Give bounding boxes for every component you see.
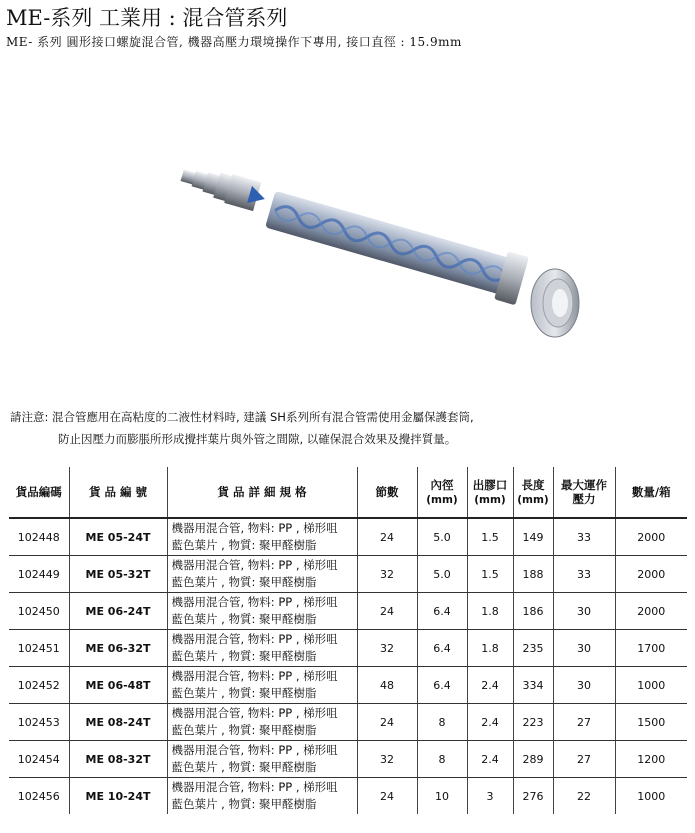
cell-segments: 24 [357,778,417,815]
cell-qty: 1500 [615,704,687,741]
cell-length: 188 [513,556,553,593]
cell-desc: 機器用混合管, 物料: PP , 梯形咀 藍色葉片 , 物質: 聚甲醛樹脂 [167,741,357,778]
cell-code: 102452 [9,667,69,704]
cell-pressure: 27 [553,741,615,778]
header-outlet: 出膠口 (mm) [467,467,513,518]
cell-code: 102456 [17,789,60,803]
cell-inner-dia: 6.4 [417,667,467,704]
page-title: ME-系列 工業用 : 混合管系列 [6,6,288,30]
cell-desc: 機器用混合管, 物料: PP , 梯形咀 藍色葉片 , 物質: 聚甲醛樹脂 [167,593,357,630]
note-line-1: 請注意: 混合管應用在高粘度的二液性材料時, 建議 SH系列所有混合管需使用金屬保護套筒, [10,410,474,424]
cell-segments: 24 [357,518,417,556]
header-code: 貨品編碼 [9,467,69,518]
table-row [9,593,687,630]
header-max-pressure: 最大運作 壓力 [553,467,615,518]
cell-pressure: 22 [553,778,615,815]
cell-segments: 24 [357,593,417,630]
cell-model: ME 06-32T [69,630,167,667]
cell-desc: 機器用混合管, 物料: PP , 梯形咀 藍色葉片 , 物質: 聚甲醛樹脂 [167,667,357,704]
table-row [9,556,687,593]
cell-desc: 機器用混合管, 物料: PP , 梯形咀 藍色葉片 , 物質: 聚甲醛樹脂 [167,518,357,556]
header-qty: 數量/箱 [615,467,687,518]
cell-inner-dia: 6.4 [417,630,467,667]
cell-desc: 機器用混合管, 物料: PP , 梯形咀 藍色葉片 , 物質: 聚甲醛樹脂 [167,556,357,593]
cell-outlet: 2.4 [467,667,513,704]
cell-length: 186 [513,593,553,630]
cell-model: ME 06-48T [69,667,167,704]
cell-inner-dia: 10 [417,778,467,815]
cell-code: 102454 [9,741,69,778]
cell-length: 223 [513,704,553,741]
header-model: 貨 品 編 號 [69,467,167,518]
cell-outlet: 1.5 [467,556,513,593]
cell-qty: 1000 [615,667,687,704]
cell-segments: 24 [357,704,417,741]
cell-model: ME 06-24T [69,593,167,630]
cell-length: 289 [513,741,553,778]
product-spec-table [9,467,687,814]
cell-qty: 1000 [615,778,687,815]
cell-desc: 機器用混合管, 物料: PP , 梯形咀 藍色葉片 , 物質: 聚甲醛樹脂 [167,630,357,667]
cell-pressure: 33 [553,556,615,593]
tube-body [263,185,529,305]
cell-qty: 1200 [615,741,687,778]
header-inner-dia: 內徑 (mm) [417,467,467,518]
table-row [9,630,687,667]
cell-pressure: 27 [553,704,615,741]
cell-outlet: 1.8 [467,593,513,630]
cell-outlet: 2.4 [467,704,513,741]
cell-qty: 1700 [615,630,687,667]
cell-qty: 2000 [615,593,687,630]
table-row [9,741,687,778]
table-row [9,704,687,741]
header-segments: 節數 [357,467,417,518]
cell-inner-dia: 5.0 [417,518,467,556]
cell-segments: 32 [357,741,417,778]
cell-outlet: 1.5 [467,518,513,556]
cell-length: 149 [513,518,553,556]
cell-model: ME 05-32T [69,556,167,593]
cell-pressure: 33 [553,518,615,556]
cell-inner-dia: 6.4 [417,593,467,630]
cell-qty: 2000 [615,556,687,593]
table-row [9,778,687,815]
cell-outlet: 3 [467,778,513,815]
note-line-2: 防止因壓力而膨脹所形成攪拌葉片與外管之間隙, 以確保混合效果及攪拌質量。 [58,432,457,446]
cell-inner-dia: 5.0 [417,556,467,593]
table-row [9,518,687,556]
cell-model: ME 08-24T [69,704,167,741]
cell-inner-dia: 8 [417,741,467,778]
cell-code: 102449 [9,556,69,593]
cell-code: 102448 [9,518,69,556]
cell-segments: 48 [357,667,417,704]
cell-outlet: 2.4 [467,741,513,778]
connector-cap [531,269,579,337]
cell-outlet: 1.8 [467,630,513,667]
cell-code: 102453 [9,704,69,741]
cell-segments: 32 [357,556,417,593]
cell-model: ME 10-24T [69,778,167,815]
nozzle-tip [178,161,269,214]
cell-desc: 機器用混合管, 物料: PP , 梯形咀 藍色葉片 , 物質: 聚甲醛樹脂 [167,704,357,741]
cell-inner-dia: 8 [417,704,467,741]
cell-code: 102451 [9,630,69,667]
cell-length: 235 [513,630,553,667]
table-row [9,667,687,704]
cell-pressure: 30 [553,593,615,630]
cell-pressure: 30 [553,630,615,667]
cell-model: ME 05-24T [69,518,167,556]
cell-length: 334 [513,667,553,704]
cell-qty: 2000 [615,518,687,556]
header-desc: 貨 品 詳 細 規 格 [167,467,357,518]
cell-code: 102450 [9,593,69,630]
cell-segments: 32 [357,630,417,667]
cell-pressure: 30 [553,667,615,704]
mixer-tube-image [170,150,590,350]
cell-length: 276 [513,778,553,815]
usage-note [10,406,474,450]
header-length: 長度 (mm) [513,467,553,518]
cell-model: ME 08-32T [69,741,167,778]
table-header-row [9,467,687,518]
cell-desc: 機器用混合管, 物料: PP , 梯形咀 藍色葉片 , 物質: 聚甲醛樹脂 [167,778,357,815]
page-subtitle: ME- 系列 圓形接口螺旋混合管, 機器高壓力環境操作下專用, 接口直徑 : 15.9mm [6,35,462,49]
